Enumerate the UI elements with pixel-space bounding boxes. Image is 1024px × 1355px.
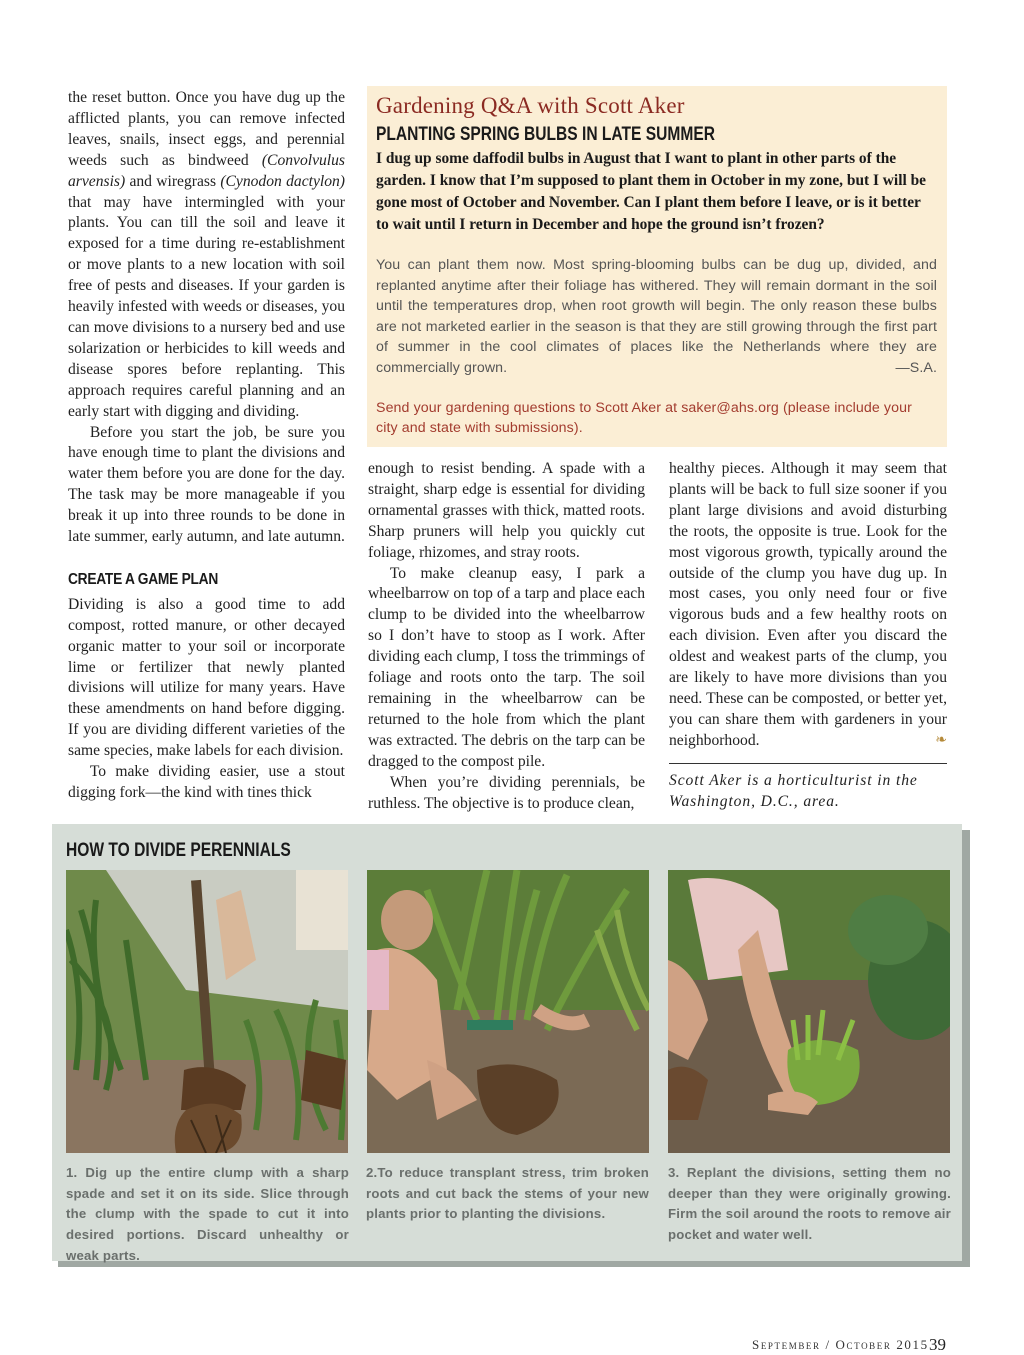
paragraph: When you’re dividing perennials, be ruthless. The objective is to produce clean,	[368, 773, 645, 812]
article-column-3	[669, 459, 947, 752]
qa-signature: —S.A.	[895, 359, 937, 376]
qa-submission-note: Send your gardening questions to Scott Aker at saker@ahs.org (please include your city and state with submissions).	[376, 399, 912, 437]
bio-divider	[669, 763, 947, 764]
qa-subtitle: PLANTING SPRING BULBS IN LATE SUMMER	[376, 124, 716, 145]
photo-caption: 3. Replant the divisions, setting them no deeper than they were originally growing. Firm the soil around the roots to remove air pocket and water well.	[668, 1165, 951, 1243]
latin-name: (Cynodon dactylon)	[220, 172, 345, 190]
qa-sidebar-box	[367, 86, 947, 447]
section-heading: CREATE A GAME PLAN	[68, 570, 219, 588]
qa-title: Gardening Q&A with Scott Aker	[376, 93, 685, 118]
article-column-2	[368, 459, 645, 814]
paragraph: healthy pieces. Although it may seem that plants will be back to full size sooner if you plant large divisions and avoid disturbing the roots, the opposite is true. Look for the most vigorous growth, typically around the outside of the clump you have dug up. In most cases, you only need four or five vigorous buds and a few healthy roots on each division. Even after you discard the oldest and weakest parts of the clump, you are likely to have more divisions than you need. These can be composted, or better yet, you can share them with gardeners in your neighborhood. ❧	[669, 459, 947, 752]
paragraph: To make cleanup easy, I park a wheelbarrow on top of a tarp and place each clump to be divided into the wheelbarrow so I don’t have to stoop as I work. After dividing each clump, I toss the trimmings of foliage and roots onto the tarp. The soil remaining in the wheelbarrow can be returned to the hole from which the plant was extracted. The debris on the tarp can be dragged to the compost pile.	[368, 564, 645, 770]
paragraph: the reset button. Once you have dug up the afflicted plants, you can remove infected leaves, snails, insect eggs, and perennial weeds such as bindweed (Convolvulus arvensis) and wiregrass (Cynodon dactylon) that may have intermingled with your plants. You can till the soil and leave it exposed for a time during re-establishment or move plants to a new location with soil free of pests and diseases. If your garden is heavily infested with weeds or diseases, you can move divisions to a nursery bed and use solarization or herbicides to kill weeds and disease spores before replanting. This approach requires careful planning and an early start with digging and dividing.	[68, 89, 345, 420]
author-bio: Scott Aker is a horticulturist in the Washington, D.C., area.	[669, 772, 918, 810]
latin-name: (Convolvulus arvensis)	[68, 151, 345, 190]
photo-trim-roots	[367, 870, 649, 1153]
qa-answer: You can plant them now. Most spring-blooming bulbs can be dug up, divided, and replanted anytime after their foliage has withered. They will remain dormant in the soil until the temperatures drop, when root growth will begin. The only reason these bulbs are not marketed earlier in the season is that they are still growing through the first part of summer in the cool climates of places like the Netherlands where they are commercially grown. —S.A.	[376, 255, 937, 379]
qa-question: I dug up some daffodil bulbs in August that I want to plant in other parts of the garden. I know that I’m supposed to plant them in October in my zone, but I will be gone most of October and November. Can I plant them before I leave, or is it better to wait until I return in December and hope the ground isn’t frozen?	[376, 150, 926, 233]
paragraph: To make dividing easier, use a stout digging fork—the kind with tines thick	[68, 763, 345, 801]
photo-caption: 1. Dig up the entire clump with a sharp spade and set it on its side. Slice through the clump with the spade to cut it into desired portions. Discard unhealthy or weak parts.	[66, 1165, 349, 1263]
paragraph: Dividing is also a good time to add compost, rotted manure, or other decayed organic matter to your soil or incorporate lime or fertilizer that newly planted divisions will utilize for many years. Have these amendments on hand before digging. If you are dividing different varieties of the same species, make labels for each division.	[68, 595, 345, 760]
photo-dig-clump	[66, 870, 348, 1153]
article-column-1	[68, 88, 345, 804]
issue-date: September / October 2015	[752, 1337, 929, 1352]
photo-caption: 2.To reduce transplant stress, trim broken roots and cut back the stems of your new plants prior to planting the divisions.	[366, 1165, 649, 1222]
photo-replant-divisions	[668, 870, 950, 1153]
panel-title: HOW TO DIVIDE PERENNIALS	[66, 840, 291, 861]
end-mark-icon: ❧	[935, 732, 947, 748]
page-number: 39	[929, 1335, 946, 1354]
paragraph: Before you start the job, be sure you have enough time to plant the divisions and water them before you are done for the day. The task may be more manageable if you break it up into three rounds to be done in late summer, early autumn, and late autumn.	[68, 423, 345, 546]
paragraph: enough to resist bending. A spade with a straight, sharp edge is essential for dividing ornamental grasses with thick, matted roots. Sharp pruners will help you quickly cut foliage, rhizomes, and stray roots.	[368, 460, 645, 561]
